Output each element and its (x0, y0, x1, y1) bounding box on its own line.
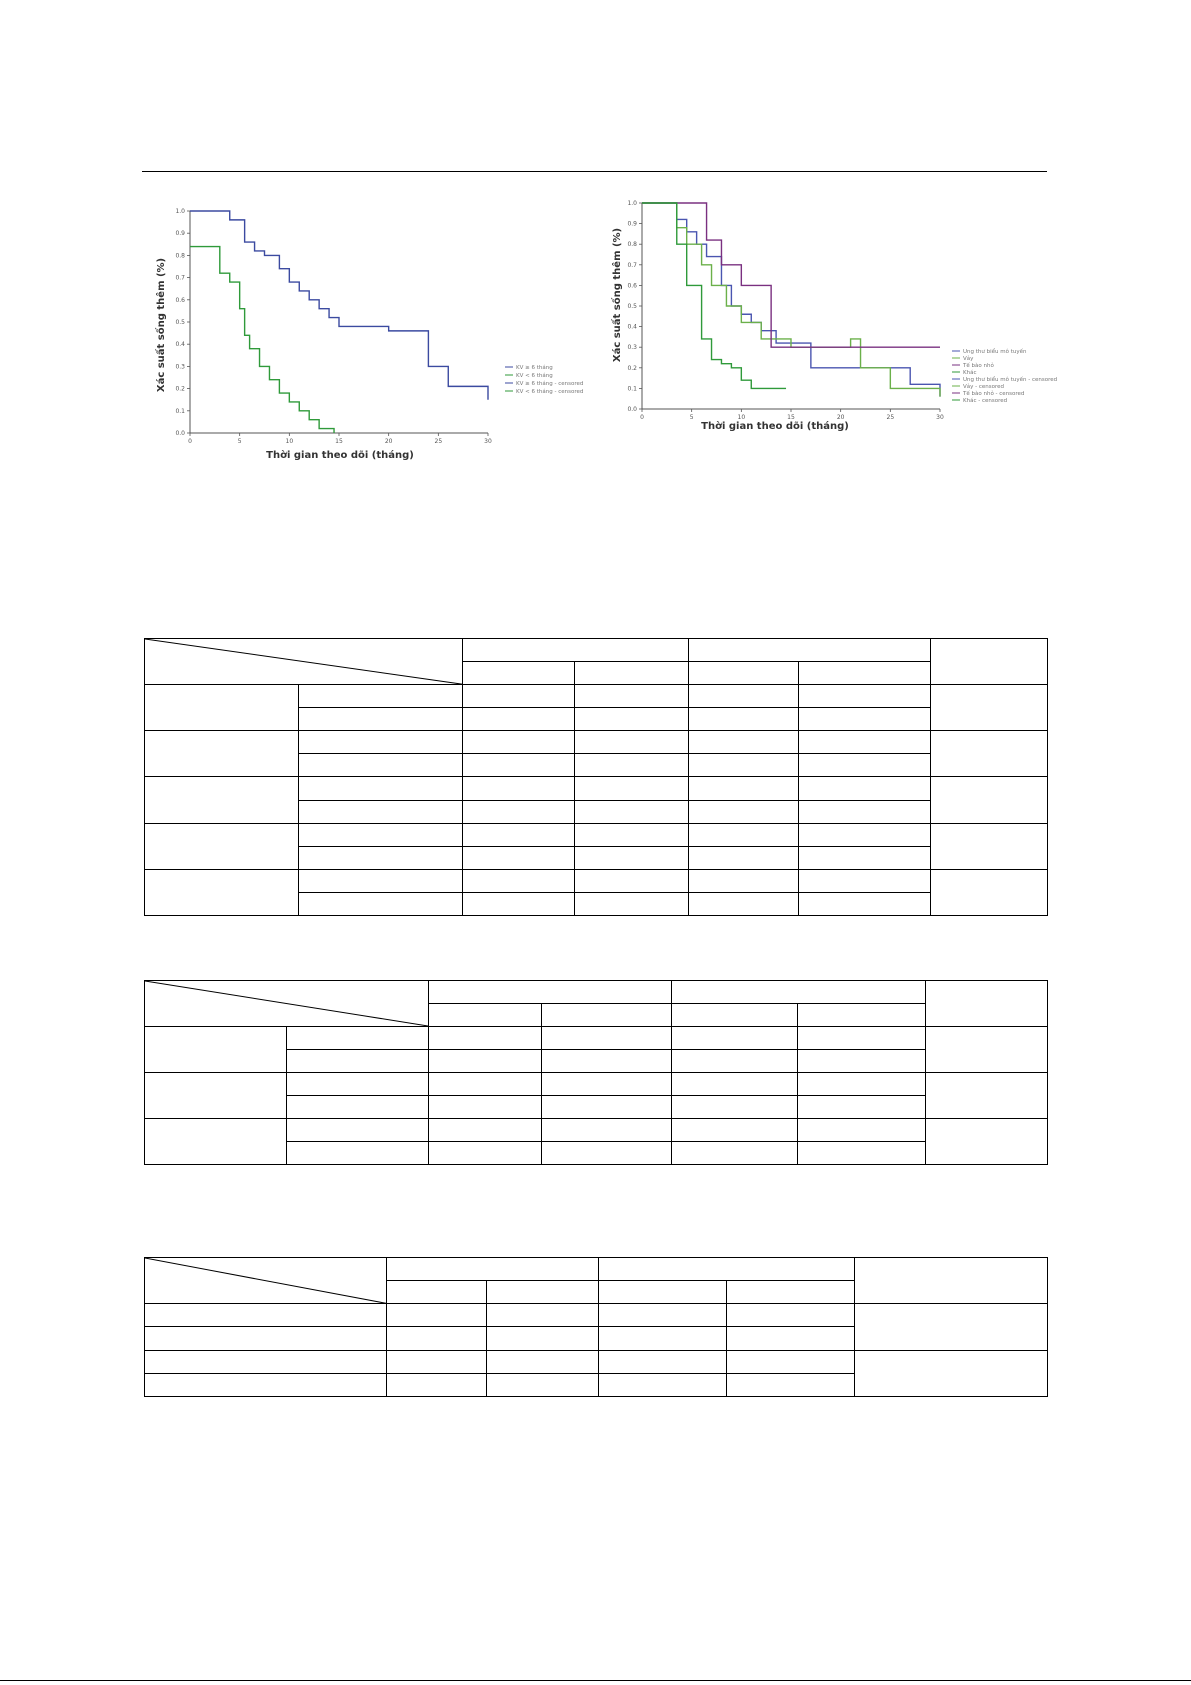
table-3 (144, 1257, 1048, 1397)
table-header-diagonal (145, 981, 429, 1027)
y-tick-label: 1.0 (627, 200, 637, 207)
x-tick-label: 25 (886, 414, 895, 421)
header-rule (142, 171, 1047, 172)
table-p-cell (931, 869, 1048, 915)
table-row (145, 1350, 1048, 1373)
x-tick-label: 15 (335, 438, 343, 445)
table-group-cell (145, 777, 299, 823)
y-tick-label: 0.9 (627, 220, 637, 228)
table-p-cell (855, 1350, 1048, 1396)
table-header-diagonal (145, 1258, 387, 1304)
legend-item: Vảy (963, 356, 974, 362)
y-tick-label: 0.3 (175, 363, 185, 371)
table-p-cell (931, 731, 1048, 777)
y-tick-label: 0.6 (627, 282, 637, 290)
y-tick-label: 0.8 (175, 252, 185, 260)
legend-item: KV ≥ 6 tháng (516, 365, 553, 371)
table-subheader-cell (542, 1004, 672, 1027)
y-tick-label: 0.2 (627, 364, 637, 372)
survival-chart-right-svg (610, 195, 1060, 445)
table-header-cell (855, 1258, 1048, 1304)
table-p-cell (926, 1073, 1048, 1119)
x-axis-label: Thời gian theo dõi (tháng) (701, 421, 849, 432)
table-row (145, 1073, 1048, 1096)
table-row (145, 685, 1048, 708)
legend-item: Ung thư biểu mô tuyến - censored (963, 377, 1058, 383)
y-tick-label: 0.5 (627, 303, 637, 310)
table-1 (144, 638, 1048, 916)
table-p-cell (926, 1119, 1048, 1165)
table-subheader-cell (463, 662, 575, 685)
table-p-cell (931, 685, 1048, 731)
legend-item: KV < 6 tháng - censored (516, 389, 584, 395)
x-tick-label: 5 (237, 438, 242, 445)
table-subheader-cell (799, 662, 931, 685)
legend-item: Tế bào nhỏ (963, 363, 994, 369)
survival-curve-kh-c (642, 203, 786, 388)
table-subheader-cell (429, 1004, 542, 1027)
legend-item: KV < 6 tháng (516, 373, 553, 379)
table-subheader-cell (672, 1004, 798, 1027)
table-group-cell (145, 823, 299, 869)
table-subheader-cell (487, 1281, 599, 1304)
y-tick-label: 0.0 (175, 430, 185, 437)
y-tick-label: 0.2 (175, 385, 185, 393)
y-tick-label: 0.4 (175, 341, 185, 349)
y-axis-label: Xác suất sống thêm (%) (156, 257, 167, 393)
table-row (145, 1027, 1048, 1050)
table-header-cell (463, 639, 689, 662)
legend-item: Khác (963, 370, 977, 376)
y-axis-label: Xác suất sống thêm (%) (612, 227, 623, 363)
table-subheader-cell (727, 1281, 855, 1304)
table-header-cell (387, 1258, 599, 1281)
survival-curve-kv-6-th-ng (190, 211, 488, 400)
table-subheader-cell (575, 662, 689, 685)
x-tick-label: 10 (737, 414, 746, 421)
survival-chart-right (610, 195, 1060, 445)
table-subheader-cell (387, 1281, 487, 1304)
table-subheader-cell (689, 662, 799, 685)
y-tick-label: 0.3 (627, 344, 637, 352)
survival-curve-kv-6-th-ng (190, 247, 334, 433)
y-tick-label: 0.7 (175, 274, 185, 282)
table-header-cell (599, 1258, 855, 1281)
legend-item: Tế bào nhỏ - censored (963, 391, 1025, 397)
table-header-cell (926, 981, 1048, 1027)
table-header-cell (672, 981, 926, 1004)
table-subheader-cell (798, 1004, 926, 1027)
legend-item: Khác - censored (963, 398, 1008, 404)
legend-item: KV ≥ 6 tháng - censored (516, 381, 584, 387)
table-p-cell (931, 777, 1048, 823)
table-p-cell (931, 823, 1048, 869)
table-group-cell (145, 869, 299, 915)
survival-chart-left (150, 195, 600, 465)
table-row (145, 731, 1048, 754)
table-header-cell (429, 981, 672, 1004)
legend-item: Vảy - censored (963, 384, 1005, 390)
x-tick-label: 30 (936, 414, 944, 421)
x-tick-label: 5 (689, 414, 694, 421)
y-tick-label: 0.5 (175, 319, 185, 326)
x-tick-label: 20 (384, 438, 393, 445)
table-row (145, 869, 1048, 892)
table-row (145, 1119, 1048, 1142)
table-header-diagonal (145, 639, 463, 685)
y-tick-label: 0.1 (627, 385, 637, 393)
x-tick-label: 20 (836, 414, 845, 421)
table-p-cell (855, 1304, 1048, 1350)
y-tick-label: 0.4 (627, 323, 637, 331)
x-tick-label: 15 (787, 414, 795, 421)
y-tick-label: 1.0 (175, 208, 185, 215)
y-tick-label: 0.8 (627, 241, 637, 249)
table-subheader-cell (599, 1281, 727, 1304)
x-axis-label: Thời gian theo dõi (tháng) (266, 450, 414, 461)
x-tick-label: 0 (188, 438, 192, 445)
table-row (145, 1304, 1048, 1327)
y-tick-label: 0.6 (175, 296, 185, 304)
y-tick-label: 0.9 (175, 230, 185, 238)
y-tick-label: 0.0 (627, 406, 637, 413)
table-p-cell (926, 1027, 1048, 1073)
table-group-cell (145, 1027, 287, 1073)
table-group-cell (145, 1073, 287, 1119)
table-header-cell (931, 639, 1048, 685)
table-header-cell (689, 639, 931, 662)
y-tick-label: 0.1 (175, 407, 185, 415)
table-group-cell (145, 685, 299, 731)
legend-item: Ung thư biểu mô tuyến (963, 349, 1027, 355)
x-tick-label: 10 (285, 438, 294, 445)
x-tick-label: 25 (434, 438, 443, 445)
x-tick-label: 30 (484, 438, 492, 445)
table-group-cell (145, 731, 299, 777)
survival-chart-left-svg (150, 195, 600, 465)
table-2 (144, 980, 1048, 1165)
table-row (145, 823, 1048, 846)
y-tick-label: 0.7 (627, 261, 637, 269)
table-group-cell (145, 1119, 287, 1165)
table-row (145, 777, 1048, 800)
footer-rule (0, 1680, 1191, 1681)
x-tick-label: 0 (640, 414, 644, 421)
